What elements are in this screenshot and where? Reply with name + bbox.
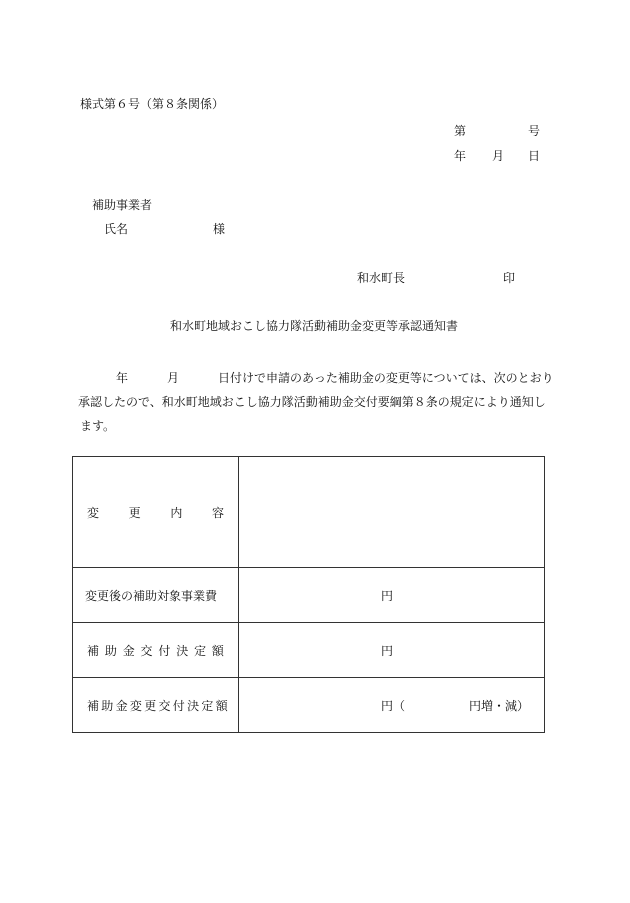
label-char: 定 [194,643,207,658]
label-changed-decision-amount [73,678,239,733]
label-subsidy-target-cost [73,568,239,623]
body-line-1 [80,366,554,390]
label-char: 金 [122,643,135,658]
body-date-tsuki: 月 [167,371,180,385]
value-subsidy-decision-amount[interactable] [239,623,545,678]
document-title: 和水町地域おこし協力隊活動補助金変更等承認通知書 [170,319,459,333]
label-char: 変 [87,505,100,520]
value-changed-decision-amount[interactable] [239,678,545,733]
body-paragraph [78,366,554,438]
date-hi: 日 [528,149,541,163]
label-char: 内 [170,505,183,520]
body-line-1-rest: 日付けで申請のあった補助金の変更等については、次のとおり [218,371,554,385]
issuer-seal: 印 [503,271,516,285]
date-nen: 年 [454,149,467,163]
label-char: 付 [158,643,171,658]
label-char: 額 [211,643,224,658]
body-date-nen: 年 [116,371,129,385]
date-tsuki: 月 [492,149,505,163]
label-char: 助 [104,643,117,658]
label-change-content-chars [73,504,238,521]
value-change-content[interactable] [239,457,545,568]
change-details-table [72,456,545,733]
unit-yen: 円 [381,588,394,603]
table-row-subsidy-decision-amount [73,623,545,678]
ref-go: 号 [528,124,541,138]
increase-decrease-suffix: 円増・減） [469,698,530,713]
body-line-3: ます。 [80,419,116,433]
label-char: 容 [211,505,224,520]
recipient-name-label: 氏名 [104,222,129,236]
label-char: 交 [140,643,153,658]
label-char: 決 [176,643,189,658]
label-changed-decision-amount-text: 補助金変更交付決定額 [87,698,231,713]
ref-dai: 第 [454,124,467,138]
body-line-2: 承認したので、和水町地域おこし協力隊活動補助金交付要綱第８条の規定により通知し [78,395,546,409]
table-row-change-content [73,457,545,568]
issuer-title: 和水町長 [357,271,406,285]
table-row-subsidy-target-cost [73,568,545,623]
label-subsidy-target-cost-text: 変更後の補助対象事業費 [85,588,218,603]
recipient-honorific: 様 [213,222,226,236]
changed-amount-value [239,697,544,714]
unit-yen: 円 [381,643,394,658]
form-number: 様式第６号（第８条関係） [80,97,225,111]
unit-yen-open: 円（ [381,698,406,713]
table-row-changed-decision-amount [73,678,545,733]
value-subsidy-target-cost[interactable] [239,568,545,623]
label-change-content [73,457,239,568]
label-subsidy-decision-amount-chars [73,642,238,659]
label-char: 更 [128,505,141,520]
recipient-org: 補助事業者 [92,198,153,212]
label-char: 補 [87,643,100,658]
label-subsidy-decision-amount [73,623,239,678]
